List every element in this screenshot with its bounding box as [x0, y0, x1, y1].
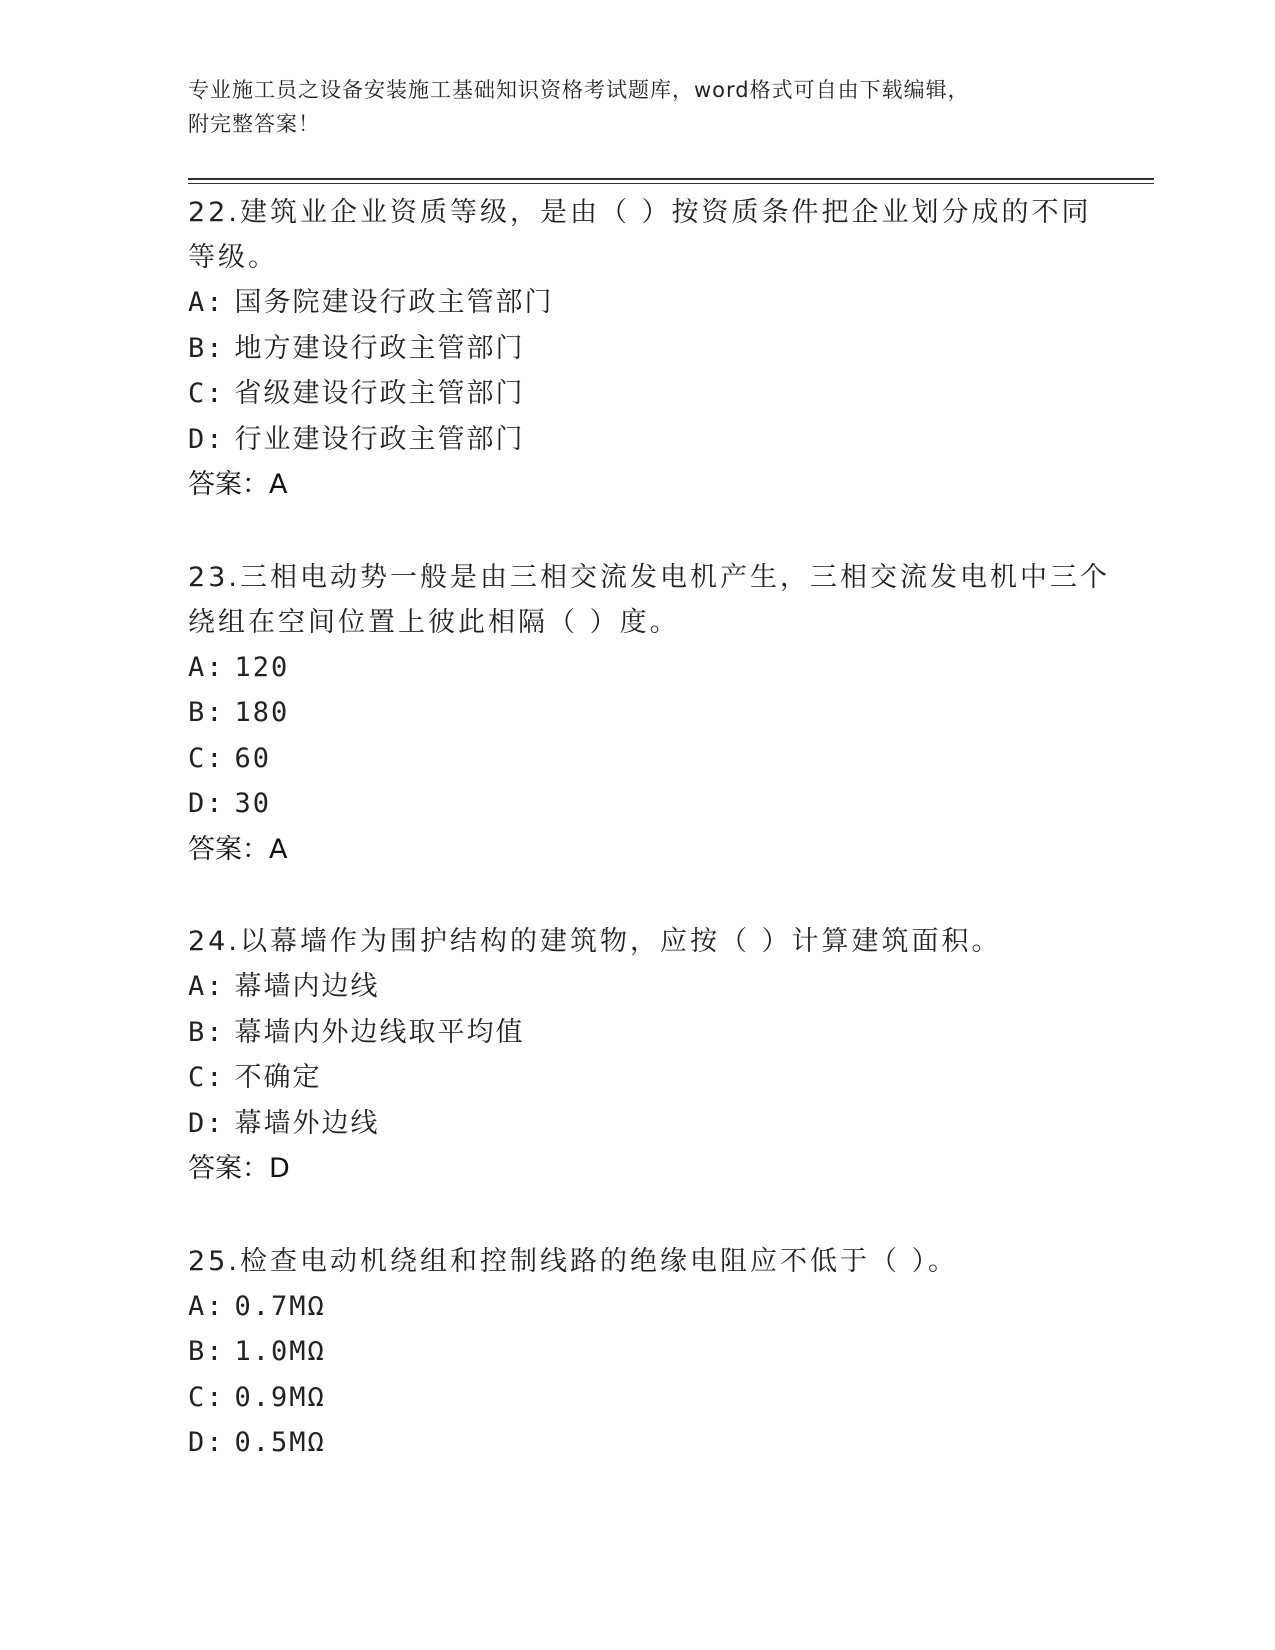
question-title-line: 23.三相电动势一般是由三相交流发电机产生，三相交流发电机中三个: [188, 561, 1110, 593]
option-c: [188, 1055, 1088, 1101]
option-b: [188, 690, 1088, 736]
header-divider-thick: [188, 178, 1154, 180]
option-d: [188, 1101, 1088, 1147]
option-key: B:: [188, 1016, 225, 1048]
option-text: 幕墙内边线: [234, 971, 380, 1002]
question-title-line: 24.以幕墙作为围护结构的建筑物，应按（ ）计算建筑面积。: [188, 926, 1002, 957]
question-title-line: 22.建筑业企业资质等级，是由（ ）按资质条件把企业划分成的不同: [188, 197, 1092, 228]
option-b: [188, 326, 1088, 372]
option-key: A:: [188, 287, 225, 318]
option-text: 0.5MΩ: [234, 1427, 326, 1458]
question-23: [188, 555, 1110, 873]
option-d: [188, 781, 1088, 827]
option-key: A:: [188, 1290, 225, 1322]
option-key: B:: [188, 697, 225, 728]
option-text: 180: [234, 697, 290, 728]
option-key: B:: [188, 1336, 225, 1367]
option-text: 幕墙外边线: [234, 1107, 380, 1139]
option-b: [188, 1329, 1088, 1375]
answer-line: 答案：A: [188, 833, 288, 865]
option-text: 60: [234, 742, 272, 774]
option-key: C:: [188, 1381, 225, 1413]
option-key: D:: [188, 1107, 225, 1139]
option-text: 幕墙内外边线取平均值: [234, 1016, 525, 1048]
option-key: D:: [188, 788, 225, 819]
option-text: 0.7MΩ: [234, 1290, 326, 1322]
option-a: [188, 645, 1088, 691]
option-d: [188, 1420, 1088, 1466]
question-spacer: [188, 508, 1088, 555]
question-25: [188, 1239, 1088, 1466]
option-key: C:: [188, 1062, 225, 1093]
document-header: [188, 73, 1068, 141]
answer-line: 答案：A: [188, 469, 288, 500]
question-title: [188, 1239, 1088, 1284]
option-key: D:: [188, 423, 225, 455]
option-key: B:: [188, 332, 225, 364]
option-a: [188, 1284, 1088, 1330]
option-text: 地方建设行政主管部门: [234, 332, 525, 364]
question-spacer: [188, 872, 1088, 919]
option-c: [188, 371, 1088, 417]
option-b: [188, 1010, 1088, 1056]
option-key: A:: [188, 651, 225, 683]
answer-line: 答案：D: [188, 1153, 290, 1184]
option-text: 120: [234, 651, 290, 683]
option-key: C:: [188, 742, 225, 774]
question-title: [188, 190, 1092, 280]
option-c: [188, 1375, 1088, 1421]
question-22: [188, 190, 1092, 508]
option-text: 不确定: [234, 1062, 322, 1093]
header-divider-thin: [188, 183, 1154, 184]
question-title: [188, 919, 1088, 964]
option-text: 国务院建设行政主管部门: [234, 287, 554, 318]
question-title-line: 等级。: [188, 242, 278, 273]
option-text: 0.9MΩ: [234, 1381, 326, 1413]
header-line-2: 附完整答案！: [188, 112, 320, 136]
option-key: C:: [188, 378, 225, 409]
question-list: [188, 190, 1110, 1466]
option-c: [188, 736, 1088, 782]
question-spacer: [188, 1192, 1088, 1239]
option-text: 30: [234, 788, 272, 819]
option-d: [188, 417, 1088, 463]
option-text: 1.0MΩ: [234, 1336, 326, 1367]
option-key: D:: [188, 1427, 225, 1458]
option-key: A:: [188, 971, 225, 1002]
question-title: [188, 555, 1110, 645]
option-a: [188, 964, 1088, 1010]
question-title-line: 绕组在空间位置上彼此相隔（ ）度。: [188, 606, 680, 638]
option-text: 行业建设行政主管部门: [234, 423, 525, 455]
option-a: [188, 280, 1088, 326]
option-text: 省级建设行政主管部门: [234, 378, 525, 409]
question-title-line: 25.检查电动机绕组和控制线路的绝缘电阻应不低于（ ）。: [188, 1245, 959, 1277]
header-line-1: 专业施工员之设备安装施工基础知识资格考试题库，word格式可自由下载编辑，: [188, 78, 970, 102]
question-24: [188, 919, 1088, 1192]
